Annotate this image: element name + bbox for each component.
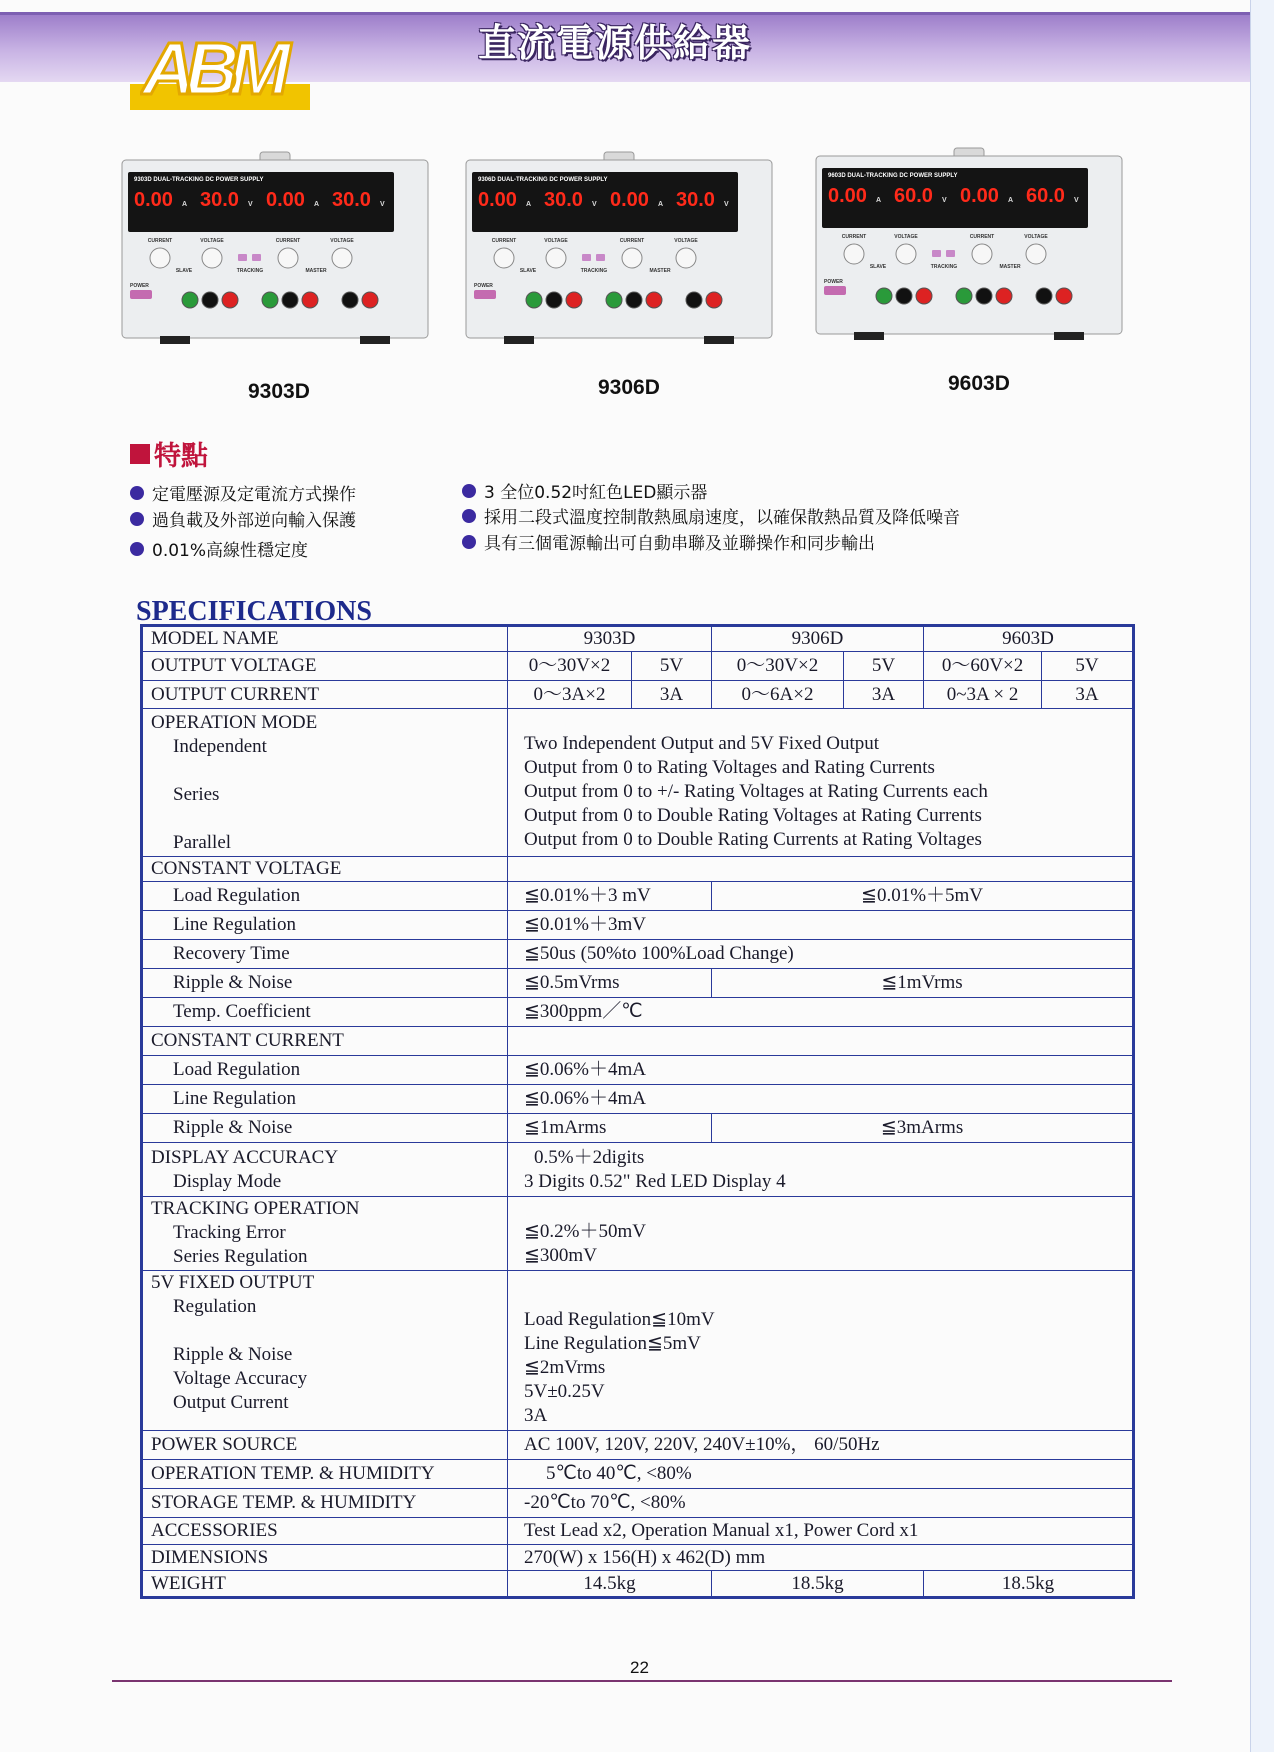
tracking-button [582,254,591,261]
terminal [202,292,218,308]
table-cell: ≦0.06%＋4mA [508,1085,1134,1114]
terminal [896,288,912,304]
table-cell: 0～30V×2 [508,652,632,681]
foot [704,336,734,344]
tracking-label: TRACKING [580,268,608,274]
unit-label: A [658,201,664,208]
feature-item: 0.01%高線性穩定度 [130,536,308,561]
feature-item: 具有三個電源輸出可自動串聯及並聯操作和同步輸出 [462,529,875,554]
model-label: 9303D [248,380,310,403]
terminal [996,288,1012,304]
model-header: 9303D [508,626,712,652]
tracking-label: TRACKING [236,268,264,274]
tracking-button [932,250,941,257]
unit-label: V [724,201,729,208]
led-readout: 0.00 [610,189,649,211]
table-cell: Load Regulation≦10mV Line Regulation≦5mV ≦2mVrms 5V±0.25V 3A [508,1271,1134,1431]
knob-label: CURRENT [969,234,995,240]
table-cell: 5V [1042,652,1134,681]
page-number: 22 [630,1658,649,1677]
table-row [142,1431,1134,1460]
table-cell: ≦3mArms [712,1114,1134,1143]
slave-label: SLAVE [175,268,193,274]
table-row [142,1460,1134,1489]
knob [546,248,566,268]
unit-label: A [182,201,188,208]
panel-title: 9303D DUAL-TRACKING DC POWER SUPPLY [134,177,264,183]
bullet-icon [130,486,144,500]
table-row [142,1518,1134,1545]
row-label: POWER SOURCE [142,1431,508,1460]
table-cell: 3A [1042,681,1134,709]
panel-title: 9306D DUAL-TRACKING DC POWER SUPPLY [478,177,608,183]
power-supply-illustration [464,150,774,350]
terminal [342,292,358,308]
terminal [1056,288,1072,304]
row-label: Load Regulation [142,1056,508,1085]
page-edge [1250,0,1274,1752]
tracking-button [946,250,955,257]
features-heading: 特點 [130,434,208,473]
terminal [976,288,992,304]
specifications-heading: SPECIFICATIONS [136,596,372,627]
table-row [142,1143,1134,1197]
unit-label: V [380,201,385,208]
table-cell: 5V [844,652,924,681]
table-row [142,1571,1134,1598]
foot [1054,332,1084,340]
table-cell: 0～30V×2 [712,652,844,681]
led-readout: 0.00 [478,189,517,211]
table-cell: 0.5%＋2digits 3 Digits 0.52" Red LED Display 4 [508,1143,1134,1197]
led-readout: 30.0 [200,189,239,211]
knob-label: CURRENT [841,234,867,240]
table-cell: 5℃to 40℃, <80% [508,1460,1134,1489]
knob [494,248,514,268]
table-row [142,857,1134,882]
table-cell: 3A [844,681,924,709]
terminal [222,292,238,308]
unit-label: V [1074,197,1079,204]
terminal [686,292,702,308]
unit-label: A [526,201,532,208]
table-cell: 270(W) x 156(H) x 462(D) mm [508,1545,1134,1571]
table-cell: 14.5kg [508,1571,712,1598]
master-label: MASTER [305,268,327,274]
power-switch [824,286,846,295]
table-row [142,1114,1134,1143]
knob-label: VOLTAGE [330,238,354,244]
led-readout: 30.0 [676,189,715,211]
power-label: POWER [130,283,149,289]
row-label: Ripple & Noise [142,969,508,998]
table-cell: ≦300ppm／℃ [508,998,1134,1027]
model-header: 9603D [924,626,1134,652]
table-cell [508,1027,1134,1056]
power-switch [130,290,152,299]
slave-label: SLAVE [869,264,887,270]
table-row [142,652,1134,681]
table-cell: ≦0.01%＋3 mV [508,882,712,911]
table-cell: ≦0.01%＋3mV [508,911,1134,940]
model-label: 9603D [948,372,1010,395]
led-readout: 30.0 [332,189,371,211]
row-label: WEIGHT [142,1571,508,1598]
panel-title: 9603D DUAL-TRACKING DC POWER SUPPLY [828,173,958,179]
led-readout: 60.0 [1026,185,1065,207]
row-label: OPERATION TEMP. & HUMIDITY [142,1460,508,1489]
bullet-icon [130,512,144,526]
unit-label: V [942,197,947,204]
table-cell: 0～6A×2 [712,681,844,709]
led-readout: 0.00 [828,185,867,207]
table-row [142,1085,1134,1114]
table-row [142,681,1134,709]
tracking-button [252,254,261,261]
table-cell: 0～3A×2 [508,681,632,709]
knob-label: CURRENT [491,238,517,244]
model-header: 9306D [712,626,924,652]
svg-text:ABM: ABM [142,27,281,102]
knob [1026,244,1046,264]
terminal [282,292,298,308]
row-label: OUTPUT VOLTAGE [142,652,508,681]
knob [972,244,992,264]
table-cell: 0～60V×2 [924,652,1042,681]
row-label: Line Regulation [142,911,508,940]
row-label: Line Regulation [142,1085,508,1114]
unit-label: V [248,201,253,208]
table-cell: 18.5kg [712,1571,924,1598]
unit-label: A [314,201,320,208]
terminal [566,292,582,308]
knob [278,248,298,268]
bullet-icon [130,542,144,556]
table-row [142,626,1134,652]
knob [896,244,916,264]
row-label: Ripple & Noise [142,1114,508,1143]
power-switch [474,290,496,299]
knob [202,248,222,268]
tracking-label: TRACKING [930,264,958,270]
table-cell [508,857,1134,882]
table-row [142,1027,1134,1056]
knob [332,248,352,268]
tracking-button [596,254,605,261]
row-label: 5V FIXED OUTPUT Regulation Ripple & Noise Voltage Accuracy Output Current [142,1271,508,1431]
power-supply-illustration [814,146,1124,346]
table-cell: ≦1mVrms [712,969,1134,998]
terminal [302,292,318,308]
table-row [142,709,1134,857]
table-row [142,1271,1134,1431]
table-row [142,882,1134,911]
power-label: POWER [824,279,843,285]
table-cell: 18.5kg [924,1571,1134,1598]
slave-label: SLAVE [519,268,537,274]
knob-label: VOLTAGE [894,234,918,240]
knob [676,248,696,268]
row-label: TRACKING OPERATION Tracking Error Series Regulation [142,1197,508,1271]
table-cell: 0~3A × 2 [924,681,1042,709]
row-label: ACCESSORIES [142,1518,508,1545]
terminal [626,292,642,308]
bullet-icon [462,535,476,549]
table-row [142,1197,1134,1271]
row-label: Recovery Time [142,940,508,969]
unit-label: A [876,197,882,204]
unit-label: A [1008,197,1014,204]
knob-label: VOLTAGE [200,238,224,244]
terminal [182,292,198,308]
table-cell: ≦0.06%＋4mA [508,1056,1134,1085]
product-image-9303d [120,150,430,350]
product-image-9603d [814,146,1124,346]
knob-label: CURRENT [275,238,301,244]
section-label: CONSTANT CURRENT [142,1027,508,1056]
row-label: Temp. Coefficient [142,998,508,1027]
led-readout: 0.00 [266,189,305,211]
table-row [142,969,1134,998]
feature-item: 3 全位0.52吋紅色LED顯示器 [462,478,707,503]
table-row [142,1056,1134,1085]
feature-item: 採用二段式溫度控制散熱風扇速度，以確保散熱品質及降低噪音 [462,503,960,528]
terminal [956,288,972,304]
terminal [262,292,278,308]
table-row [142,1489,1134,1518]
table-cell: ≦0.2%＋50mV ≦300mV [508,1197,1134,1271]
table-row [142,940,1134,969]
knob-label: VOLTAGE [544,238,568,244]
row-label: STORAGE TEMP. & HUMIDITY [142,1489,508,1518]
table-row [142,1545,1134,1571]
feature-item: 定電壓源及定電流方式操作 [130,480,356,505]
table-cell: 3A [632,681,712,709]
knob [622,248,642,268]
bullet-icon [462,509,476,523]
heading-square-icon [130,444,150,464]
table-cell: Test Lead x2, Operation Manual x1, Power Cord x1 [508,1518,1134,1545]
operation-mode-values: Two Independent Output and 5V Fixed Output Output from 0 to Rating Voltages and Rating Currents Output from 0 to +/- Rating Voltages at Rating Currents each Output from 0 to Double Rating Voltages at Rating Currents Output from 0 to Double Rating Currents at Rating Voltages [508,709,1134,857]
terminal [546,292,562,308]
terminal [526,292,542,308]
power-supply-illustration [120,150,430,350]
row-label: OUTPUT CURRENT [142,681,508,709]
table-row [142,911,1134,940]
product-image-9306d [464,150,774,350]
row-label: Load Regulation [142,882,508,911]
led-readout: 30.0 [544,189,583,211]
table-cell: ≦50us (50%to 100%Load Change) [508,940,1134,969]
master-label: MASTER [999,264,1021,270]
knob-label: CURRENT [147,238,173,244]
terminal [876,288,892,304]
led-readout: 0.00 [960,185,999,207]
knob-label: CURRENT [619,238,645,244]
table-cell: AC 100V, 120V, 220V, 240V±10%， 60/50Hz [508,1431,1134,1460]
master-label: MASTER [649,268,671,274]
bullet-icon [462,484,476,498]
section-label: CONSTANT VOLTAGE [142,857,508,882]
foot [160,336,190,344]
tracking-button [238,254,247,261]
model-label: 9306D [598,376,660,399]
knob [844,244,864,264]
knob-label: VOLTAGE [674,238,698,244]
unit-label: V [592,201,597,208]
feature-item: 過負載及外部逆向輸入保護 [130,506,356,531]
table-row [142,998,1134,1027]
foot [854,332,884,340]
table-cell: -20℃to 70℃, <80% [508,1489,1134,1518]
table-cell: ≦1mArms [508,1114,712,1143]
led-readout: 60.0 [894,185,933,207]
operation-mode-labels: OPERATION MODE Independent Series Parallel [142,709,508,857]
row-label: DISPLAY ACCURACY Display Mode [142,1143,508,1197]
terminal [606,292,622,308]
row-label: DIMENSIONS [142,1545,508,1571]
footer-rule [112,1680,1172,1682]
terminal [916,288,932,304]
specifications-table [140,624,1135,1599]
table-cell: ≦0.5mVrms [508,969,712,998]
power-label: POWER [474,283,493,289]
knob-label: VOLTAGE [1024,234,1048,240]
page-title: 直流電源供給器 [478,21,752,65]
table-cell: 5V [632,652,712,681]
foot [360,336,390,344]
terminal [362,292,378,308]
row-label: MODEL NAME [142,626,508,652]
terminal [706,292,722,308]
foot [504,336,534,344]
knob [150,248,170,268]
table-cell: ≦0.01%＋5mV [712,882,1134,911]
terminal [646,292,662,308]
terminal [1036,288,1052,304]
abm-logo [140,26,300,102]
led-readout: 0.00 [134,189,173,211]
